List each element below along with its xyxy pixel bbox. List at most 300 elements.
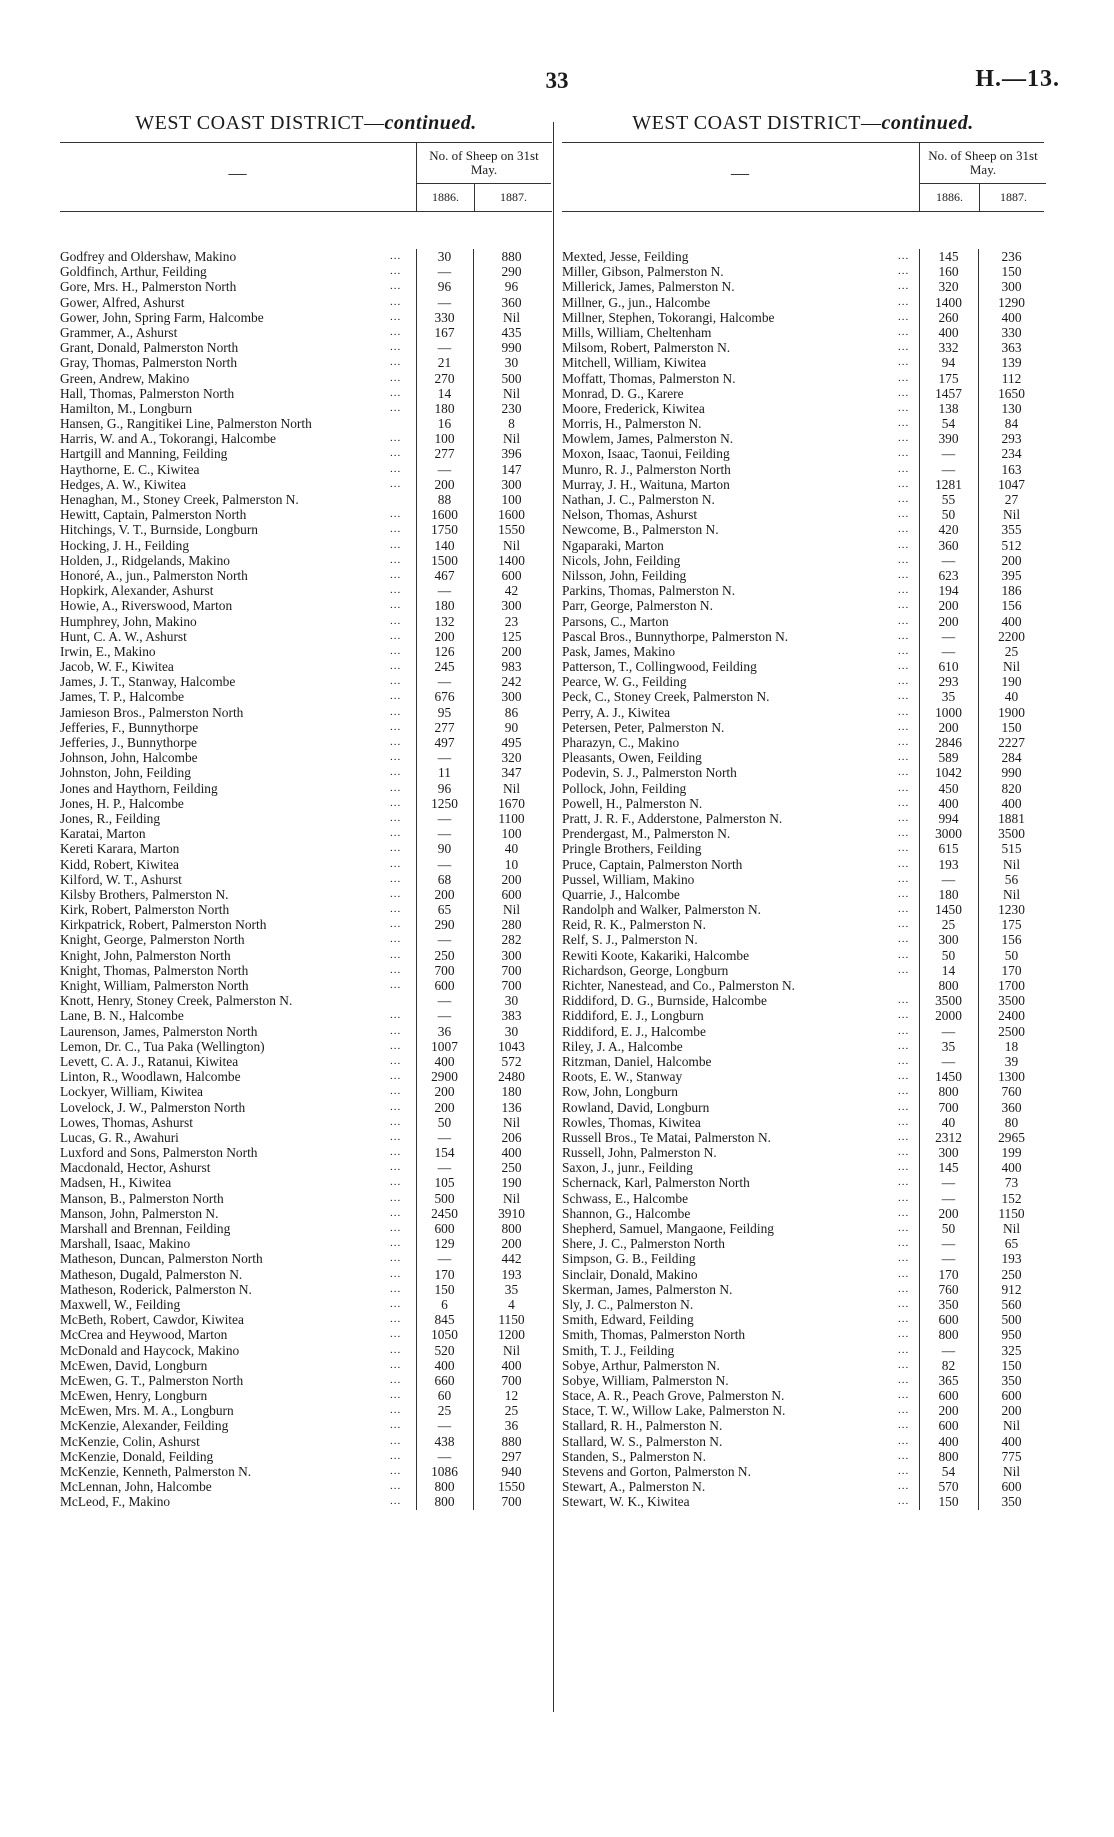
- table-row: [562, 477, 1044, 492]
- owner-name: McKenzie, Alexander, Feilding: [60, 1418, 229, 1434]
- table-row: [60, 1054, 552, 1069]
- leader-dots: ...: [898, 1465, 910, 1477]
- leader-dots: ...: [898, 341, 910, 354]
- owner-name: Stevens and Gorton, Palmerston N.: [562, 1464, 751, 1479]
- owner-name: Nicols, John, Feilding: [562, 552, 681, 568]
- owner-name: Lane, B. N., Halcombe: [60, 1008, 184, 1024]
- sheep-count-1886: 105: [434, 1175, 455, 1191]
- owner-name: Sobye, Arthur, Palmerston N.: [562, 1357, 720, 1373]
- sheep-count-1887: 1043: [498, 1038, 525, 1054]
- sheep-count-1887: 2500: [998, 1023, 1025, 1039]
- leader-dots: ...: [390, 963, 402, 976]
- sheep-count-1886: 1007: [431, 1038, 458, 1054]
- owner-name: Murray, J. H., Waituna, Marton: [562, 476, 730, 492]
- sheep-count-1886: 200: [938, 1403, 959, 1419]
- leader-dots: ...: [898, 1191, 910, 1204]
- table-row: [562, 1039, 1044, 1054]
- owner-name: Russell, John, Palmerston N.: [562, 1145, 717, 1161]
- owner-name: Stewart, A., Palmerston N.: [562, 1479, 706, 1495]
- table-row: [562, 1388, 1044, 1403]
- sheep-count-1887: 290: [501, 264, 522, 280]
- sheep-count-1886: 277: [434, 446, 455, 462]
- table-row: [60, 1464, 552, 1479]
- owner-name: James, T. P., Halcombe: [60, 689, 185, 705]
- owner-name: Gower, John, Spring Farm, Halcombe: [60, 309, 264, 325]
- leader-dots: ...: [898, 1237, 910, 1250]
- table-row: [562, 1206, 1044, 1221]
- leader-dots: ...: [390, 401, 402, 414]
- sheep-count-1887: 200: [1001, 552, 1022, 568]
- sheep-count-1887: 200: [501, 643, 522, 659]
- owner-name: Sobye, William, Palmerston N.: [562, 1372, 729, 1388]
- table-row: [60, 1373, 552, 1388]
- leader-dots: ...: [898, 1495, 910, 1508]
- leader-dots: ...: [390, 1161, 402, 1174]
- leader-dots: ...: [898, 781, 910, 794]
- sheep-count-1887: 940: [501, 1464, 522, 1479]
- leader-dots: ...: [898, 660, 910, 673]
- leader-dots: ...: [390, 584, 402, 597]
- owner-name: Laurenson, James, Palmerston North: [60, 1023, 258, 1039]
- sheep-count-1887: 1600: [498, 507, 525, 523]
- table-row: [60, 462, 552, 477]
- sheep-count-1887: 700: [501, 1494, 522, 1510]
- leader-dots: ...: [390, 842, 402, 855]
- sheep-count-1886: —: [437, 294, 452, 310]
- owner-name: Holden, J., Ridgelands, Makino: [60, 552, 230, 568]
- table-row: [60, 1282, 552, 1297]
- leader-dots: ...: [898, 1115, 910, 1128]
- table-row: [60, 826, 552, 841]
- sheep-count-1886: —: [437, 461, 452, 477]
- sheep-count-1887: 912: [1001, 1281, 1022, 1297]
- table-row: [562, 857, 1044, 872]
- leader-dots: ...: [898, 751, 910, 764]
- table-row: [562, 355, 1044, 370]
- sheep-count-1887: 199: [1001, 1145, 1022, 1161]
- table-row: [562, 598, 1044, 613]
- sheep-count-1887: 193: [501, 1266, 522, 1282]
- owner-name: Row, John, Longburn: [562, 1084, 678, 1100]
- sheep-count-1886: 400: [938, 1433, 959, 1449]
- sheep-count-1887: 1047: [998, 476, 1025, 492]
- leader-dots: ...: [898, 994, 910, 1007]
- leader-dots: ...: [390, 1373, 402, 1386]
- owner-name: Matheson, Roderick, Palmerston N.: [60, 1281, 252, 1297]
- sheep-count-1887: 300: [501, 598, 522, 614]
- table-row: [60, 1297, 552, 1312]
- sheep-count-1886: 676: [434, 689, 455, 705]
- table-row: [60, 1267, 552, 1282]
- leader-dots: ...: [390, 1054, 402, 1067]
- leader-dots: ...: [390, 341, 402, 354]
- table-row: [60, 917, 552, 932]
- sheep-count-1886: 589: [938, 750, 959, 766]
- table-row: [562, 1418, 1044, 1433]
- table-row: [562, 295, 1044, 310]
- owner-name: Hocking, J. H., Feilding: [60, 537, 190, 553]
- sheep-count-1887: Nil: [502, 902, 521, 918]
- owner-name: Hunt, C. A. W., Ashurst: [60, 628, 187, 644]
- sheep-count-1886: 270: [434, 370, 455, 386]
- sheep-count-1887: 23: [504, 613, 519, 629]
- sheep-count-1887: 156: [1001, 598, 1022, 614]
- sheep-count-1886: 520: [434, 1342, 455, 1358]
- sheep-count-1886: —: [437, 826, 452, 842]
- owner-name: Nelson, Thomas, Ashurst: [562, 507, 698, 523]
- owner-name: McKenzie, Colin, Ashurst: [60, 1433, 200, 1449]
- owner-name: James, J. T., Stanway, Halcombe: [60, 674, 236, 690]
- leader-dots: ...: [390, 1358, 402, 1371]
- owner-name: McEwen, G. T., Palmerston North: [60, 1372, 244, 1388]
- leader-dots: ...: [898, 1358, 910, 1371]
- table-row: [60, 1236, 552, 1251]
- sheep-count-1887: 242: [501, 674, 522, 690]
- sheep-count-1886: 260: [938, 309, 959, 325]
- leader-dots: ...: [390, 1404, 402, 1417]
- leader-dots: ...: [898, 250, 910, 262]
- stub-header: —: [228, 163, 247, 183]
- table-row: [562, 507, 1044, 522]
- leader-dots: ...: [898, 295, 910, 308]
- leader-dots: ...: [898, 1267, 910, 1280]
- sheep-count-1886: 800: [434, 1494, 455, 1510]
- leader-dots: ...: [390, 1343, 402, 1356]
- sheep-count-1887: 1700: [998, 978, 1025, 993]
- owner-name: McKenzie, Donald, Feilding: [60, 1448, 214, 1464]
- owner-name: Riley, J. A., Halcombe: [562, 1038, 683, 1054]
- owner-name: Matheson, Dugald, Palmerston N.: [60, 1266, 243, 1282]
- sheep-count-1886: 1281: [935, 476, 962, 492]
- sheep-count-1887: 300: [1001, 279, 1022, 295]
- table-row: [60, 1434, 552, 1449]
- leader-dots: ...: [390, 918, 402, 931]
- table-right: [562, 112, 1044, 1510]
- owner-name: Millner, Stephen, Tokorangi, Halcombe: [562, 309, 775, 325]
- leader-dots: ...: [898, 1176, 910, 1189]
- leader-dots: ...: [898, 401, 910, 414]
- owner-name: Millner, G., jun., Halcombe: [562, 294, 711, 310]
- leader-dots: ...: [898, 1404, 910, 1417]
- column-separator: [553, 122, 554, 1712]
- sheep-count-1886: 610: [938, 659, 959, 675]
- owner-name: Macdonald, Hector, Ashurst: [60, 1160, 211, 1176]
- table-row: [562, 1175, 1044, 1190]
- leader-dots: ...: [390, 1282, 402, 1295]
- owner-name: Lucas, G. R., Awahuri: [60, 1129, 179, 1145]
- leader-dots: ...: [390, 1419, 402, 1432]
- table-body: [60, 249, 552, 1510]
- sheep-count-1887: 1881: [998, 810, 1025, 826]
- sheep-count-1887: 1290: [998, 294, 1025, 310]
- table-row: [60, 963, 552, 978]
- leader-dots: ...: [898, 1100, 910, 1113]
- sheep-count-1886: 420: [938, 522, 959, 538]
- sheep-count-1886: 3000: [935, 826, 962, 842]
- sheep-count-1886: 600: [938, 1418, 959, 1434]
- sheep-count-1887: 200: [501, 1236, 522, 1252]
- owner-name: Green, Andrew, Makino: [60, 370, 190, 386]
- sheep-count-1886: 1750: [431, 522, 458, 538]
- owner-name: Riddiford, E. J., Longburn: [562, 1008, 704, 1024]
- table-row: [562, 371, 1044, 386]
- sheep-count-1886: 1457: [935, 385, 962, 401]
- sheep-count-1886: —: [437, 340, 452, 356]
- sheep-count-1887: 2227: [998, 735, 1025, 750]
- sheep-count-1887: 1900: [998, 704, 1025, 720]
- owner-name: Parr, George, Palmerston N.: [562, 598, 713, 614]
- owner-name: Monrad, D. G., Karere: [562, 385, 684, 401]
- table-row: [60, 416, 552, 431]
- owner-name: Knight, John, Palmerston North: [60, 947, 231, 963]
- owner-name: Gore, Mrs. H., Palmerston North: [60, 279, 237, 295]
- table-row: [60, 1024, 552, 1039]
- table-row: [60, 1388, 552, 1403]
- sheep-count-1886: 175: [938, 370, 959, 386]
- owner-name: Shannon, G., Halcombe: [562, 1205, 691, 1221]
- sheep-count-1886: —: [437, 1251, 452, 1267]
- leader-dots: ...: [390, 1100, 402, 1113]
- owner-name: Pruce, Captain, Palmerston North: [562, 856, 743, 872]
- sheep-count-1886: 360: [938, 537, 959, 553]
- sheep-count-1887: 3500: [998, 826, 1025, 842]
- leader-dots: ...: [898, 1161, 910, 1174]
- sheep-count-1887: 50: [1004, 947, 1019, 963]
- sheep-count-1886: —: [437, 264, 452, 280]
- stub-header: —: [731, 163, 749, 183]
- sheep-count-1886: 100: [434, 431, 455, 447]
- sheep-count-1886: —: [437, 856, 452, 872]
- table-row: [562, 1236, 1044, 1251]
- leader-dots: ...: [898, 796, 910, 809]
- table-row: [60, 614, 552, 629]
- owner-name: Milsom, Robert, Palmerston N.: [562, 340, 731, 356]
- table-row: [562, 553, 1044, 568]
- table-row: [562, 1494, 1044, 1509]
- table-row: [60, 1160, 552, 1175]
- sheep-count-1887: Nil: [1002, 1418, 1021, 1434]
- owner-name: Kilford, W. T., Ashurst: [60, 871, 182, 887]
- table-row: [562, 386, 1044, 401]
- owner-name: Smith, T. J., Feilding: [562, 1342, 675, 1358]
- sheep-count-1887: 1150: [998, 1205, 1025, 1221]
- sheep-count-1886: —: [437, 932, 452, 948]
- sheep-count-1887: 2200: [998, 628, 1025, 644]
- sheep-count-1886: 1400: [935, 294, 962, 310]
- sheep-count-1886: 760: [938, 1281, 959, 1297]
- sheep-count-1887: 300: [501, 476, 522, 492]
- table-row: [562, 1084, 1044, 1099]
- owner-name: Howie, A., Riverswood, Marton: [60, 598, 233, 614]
- table-body: [562, 249, 1044, 1510]
- leader-dots: ...: [390, 629, 402, 642]
- sheep-count-1886: 250: [434, 947, 455, 963]
- owner-name: Hansen, G., Rangitikei Line, Palmerston North: [60, 416, 312, 432]
- sheep-count-1886: 300: [938, 932, 959, 948]
- sheep-count-1887: 130: [1001, 400, 1022, 416]
- leader-dots: ...: [390, 265, 402, 278]
- sheep-count-1886: —: [941, 1175, 956, 1191]
- sheep-count-1887: 10: [504, 856, 519, 872]
- leader-dots: ...: [390, 751, 402, 764]
- table-row: [60, 1358, 552, 1373]
- sheep-count-1886: 200: [938, 613, 959, 629]
- sheep-count-1887: 284: [1001, 750, 1022, 766]
- sheep-count-1887: 325: [1001, 1342, 1022, 1358]
- sheep-count-1886: 65: [437, 902, 452, 918]
- sheep-count-1887: 360: [1001, 1099, 1022, 1115]
- table-row: [562, 1115, 1044, 1130]
- leader-dots: ...: [898, 887, 910, 900]
- sheep-count-1887: 42: [504, 583, 519, 599]
- sheep-count-1886: 138: [938, 400, 959, 416]
- sheep-count-1887: Nil: [1002, 856, 1021, 872]
- owner-name: McLeod, F., Makino: [60, 1494, 171, 1510]
- table-row: [562, 279, 1044, 294]
- owner-name: Manson, B., Palmerston North: [60, 1190, 224, 1206]
- owner-name: Lemon, Dr. C., Tua Paka (Wellington): [60, 1038, 265, 1054]
- sheep-count-1886: 365: [938, 1372, 959, 1388]
- sheep-count-1886: —: [437, 993, 452, 1009]
- table-row: [60, 310, 552, 325]
- table-row: [60, 1251, 552, 1266]
- leader-dots: ...: [898, 523, 910, 536]
- leader-dots: ...: [390, 675, 402, 688]
- table-row: [562, 1434, 1044, 1449]
- sheep-count-1887: Nil: [502, 431, 521, 447]
- table-row: [60, 477, 552, 492]
- sheep-count-1886: 54: [941, 416, 956, 432]
- sheep-count-1887: 86: [504, 704, 519, 720]
- table-row: [60, 522, 552, 537]
- leader-dots: ...: [390, 872, 402, 885]
- sheep-count-1887: 400: [1001, 613, 1022, 629]
- owner-name: Prendergast, M., Palmerston N.: [562, 826, 731, 842]
- leader-dots: ...: [390, 1146, 402, 1159]
- table-row: [562, 1312, 1044, 1327]
- leader-dots: ...: [898, 963, 910, 976]
- sheep-count-1887: 18: [1004, 1038, 1019, 1054]
- sheep-count-1887: Nil: [502, 1114, 521, 1130]
- sheep-count-1887: Nil: [502, 385, 521, 401]
- leader-dots: ...: [898, 644, 910, 657]
- sheep-count-1887: 150: [1001, 264, 1022, 280]
- owner-name: Shere, J. C., Palmerston North: [562, 1236, 725, 1252]
- leader-dots: ...: [898, 720, 910, 733]
- sheep-count-1886: 845: [434, 1312, 455, 1328]
- sheep-count-1886: 16: [437, 416, 452, 432]
- leader-dots: ...: [898, 872, 910, 885]
- sheep-count-1887: 206: [501, 1129, 522, 1145]
- owner-name: Godfrey and Oldershaw, Makino: [60, 249, 237, 264]
- sheep-count-1887: 2480: [498, 1069, 525, 1085]
- leader-dots: ...: [390, 1085, 402, 1098]
- owner-name: Kereti Karara, Marton: [60, 841, 180, 857]
- table-row: [60, 1084, 552, 1099]
- sheep-count-1887: 125: [501, 628, 522, 644]
- sheep-count-1886: 200: [434, 476, 455, 492]
- owner-name: Honoré, A., jun., Palmerston North: [60, 567, 248, 583]
- sheep-count-1887: 230: [501, 400, 522, 416]
- owner-name: McBeth, Robert, Cawdor, Kiwitea: [60, 1312, 244, 1328]
- sheep-count-1886: 129: [434, 1236, 455, 1252]
- table-row: [562, 735, 1044, 750]
- leader-dots: ...: [898, 1313, 910, 1326]
- table-row: [60, 1327, 552, 1342]
- table-row: [562, 325, 1044, 340]
- owner-name: Kidd, Robert, Kiwitea: [60, 856, 180, 872]
- leader-dots: ...: [898, 903, 910, 916]
- table-row: [60, 993, 552, 1008]
- owner-name: Pollock, John, Feilding: [562, 780, 687, 796]
- leader-dots: ...: [898, 1252, 910, 1265]
- owner-name: Hewitt, Captain, Palmerston North: [60, 507, 247, 523]
- sheep-count-1886: —: [437, 750, 452, 766]
- table-row: [562, 1403, 1044, 1418]
- table-row: [60, 689, 552, 704]
- leader-dots: ...: [898, 553, 910, 566]
- leader-dots: ...: [390, 325, 402, 338]
- sheep-count-1887: 30: [504, 1023, 519, 1039]
- sheep-count-1887: 350: [1001, 1372, 1022, 1388]
- sheep-count-1886: 1450: [935, 902, 962, 918]
- sheep-count-1886: 50: [941, 1221, 956, 1236]
- sheep-count-1887: Nil: [502, 537, 521, 553]
- owner-name: Sinclair, Donald, Makino: [562, 1266, 698, 1282]
- leader-dots: ...: [390, 1176, 402, 1189]
- leader-dots: ...: [898, 1297, 910, 1310]
- sheep-count-1887: 515: [1001, 841, 1022, 857]
- sheep-count-1887: 35: [504, 1281, 519, 1297]
- owner-name: Jamieson Bros., Palmerston North: [60, 704, 244, 720]
- sheep-count-1887: 330: [1001, 324, 1022, 340]
- sheep-count-1886: 300: [938, 1145, 959, 1161]
- sheep-count-1886: 200: [434, 886, 455, 902]
- sheep-count-1886: —: [437, 810, 452, 826]
- sheep-count-1886: 194: [938, 583, 959, 599]
- sheep-count-1887: 1550: [498, 1479, 525, 1495]
- sheep-count-1887: 190: [1001, 674, 1022, 690]
- owner-name: Petersen, Peter, Palmerston N.: [562, 719, 725, 735]
- sheep-count-1887: 190: [501, 1175, 522, 1191]
- sheep-count-1887: 1150: [498, 1312, 525, 1328]
- table-row: [562, 720, 1044, 735]
- sheep-count-1887: 170: [1001, 962, 1022, 978]
- owner-name: McCrea and Heywood, Marton: [60, 1327, 228, 1343]
- sheep-count-1887: 400: [501, 1145, 522, 1161]
- sheep-count-1887: 36: [504, 1418, 519, 1434]
- leader-dots: ...: [898, 462, 910, 475]
- sheep-count-1886: 245: [434, 659, 455, 675]
- sheep-count-1886: 96: [437, 279, 452, 295]
- sheep-count-1887: 100: [501, 826, 522, 842]
- leader-dots: ...: [390, 553, 402, 566]
- sheep-count-1887: 250: [501, 1160, 522, 1176]
- owner-name: Stallard, W. S., Palmerston N.: [562, 1433, 723, 1449]
- leader-dots: ...: [390, 1480, 402, 1493]
- table-row: [562, 1100, 1044, 1115]
- sheep-count-1886: 1042: [935, 765, 962, 781]
- owner-name: McDonald and Haycock, Makino: [60, 1342, 240, 1358]
- sheep-count-1887: 297: [501, 1448, 522, 1464]
- table-row: [60, 1191, 552, 1206]
- owner-name: Pask, James, Makino: [562, 643, 676, 659]
- sheep-count-1886: 438: [434, 1433, 455, 1449]
- table-row: [562, 538, 1044, 553]
- owner-name: Moffatt, Thomas, Palmerston N.: [562, 370, 736, 386]
- sheep-count-1886: 54: [941, 1464, 956, 1479]
- owner-name: Kilsby Brothers, Palmerston N.: [60, 886, 229, 902]
